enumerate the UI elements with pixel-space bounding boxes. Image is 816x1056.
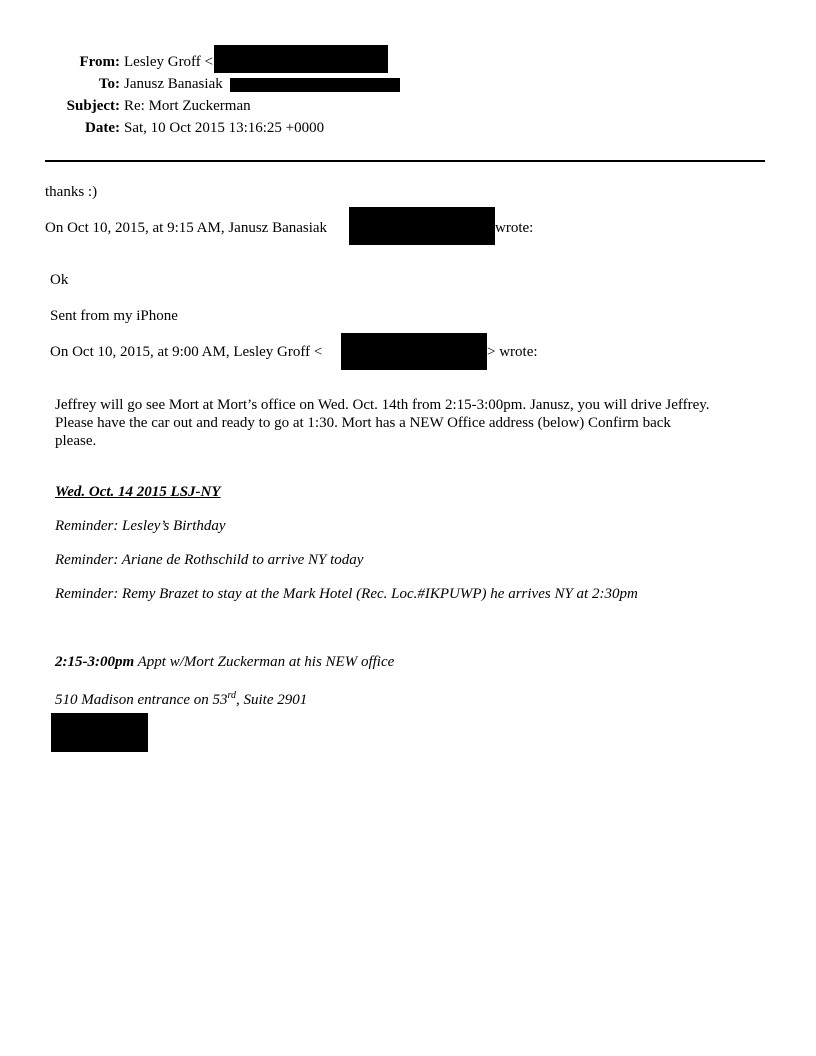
reminder-2: Reminder: Ariane de Rothschild to arrive NY today [55,552,364,568]
address-part1: 510 Madison entrance on 53 [55,692,228,708]
address-superscript: rd [227,690,237,701]
redaction-to-email [230,78,400,92]
appointment-text: Appt w/Mort Zuckerman at his NEW office [134,654,395,670]
ok-text: Ok [50,272,69,288]
schedule-heading: Wed. Oct. 14 2015 LSJ-NY [55,484,221,500]
redaction-signature-block [51,713,148,752]
redaction-quote1-email [349,207,495,245]
subject-row [0,98,816,118]
to-row [0,76,816,96]
redaction-quote2-email [341,333,487,370]
redaction-from-email [214,45,388,73]
appointment-time: 2:15-3:00pm [55,654,135,670]
quote2-wrote: > wrote: [487,344,538,360]
header-divider [45,160,765,162]
reminder-3: Reminder: Remy Brazet to stay at the Mark Hotel (Rec. Loc.#IKPUWP) he arrives NY at 2:30pm [55,586,638,602]
quote1-wrote: wrote: [495,220,534,236]
reply-text: thanks :) [45,184,98,200]
address-line [55,691,307,709]
date-value: Sat, 10 Oct 2015 13:16:25 +0000 [124,120,325,136]
from-value: Lesley Groff < [124,54,213,70]
appointment-line [55,653,394,671]
from-row [0,54,816,74]
date-row [0,120,816,140]
subject-label: Subject: [66,98,120,114]
signature-text: Sent from my iPhone [50,308,178,324]
date-label: Date: [85,120,120,136]
message-paragraph: Jeffrey will go see Mort at Mort’s office on Wed. Oct. 14th from 2:15-3:00pm. Janusz, you will drive Jeffrey. Please have the car out and ready to go at 1:30. Mort has a NEW Office address (below) Confirm back please. [55,397,710,449]
address-part2: , Suite 2901 [236,692,308,708]
quote1-intro: On Oct 10, 2015, at 9:15 AM, Janusz Banasiak [45,220,328,236]
quote2-intro: On Oct 10, 2015, at 9:00 AM, Lesley Groff < [50,344,323,360]
to-label: To: [98,76,120,92]
to-value: Janusz Banasiak [124,76,223,92]
subject-value: Re: Mort Zuckerman [124,98,251,114]
from-label: From: [79,54,120,70]
reminder-1: Reminder: Lesley’s Birthday [55,518,226,534]
